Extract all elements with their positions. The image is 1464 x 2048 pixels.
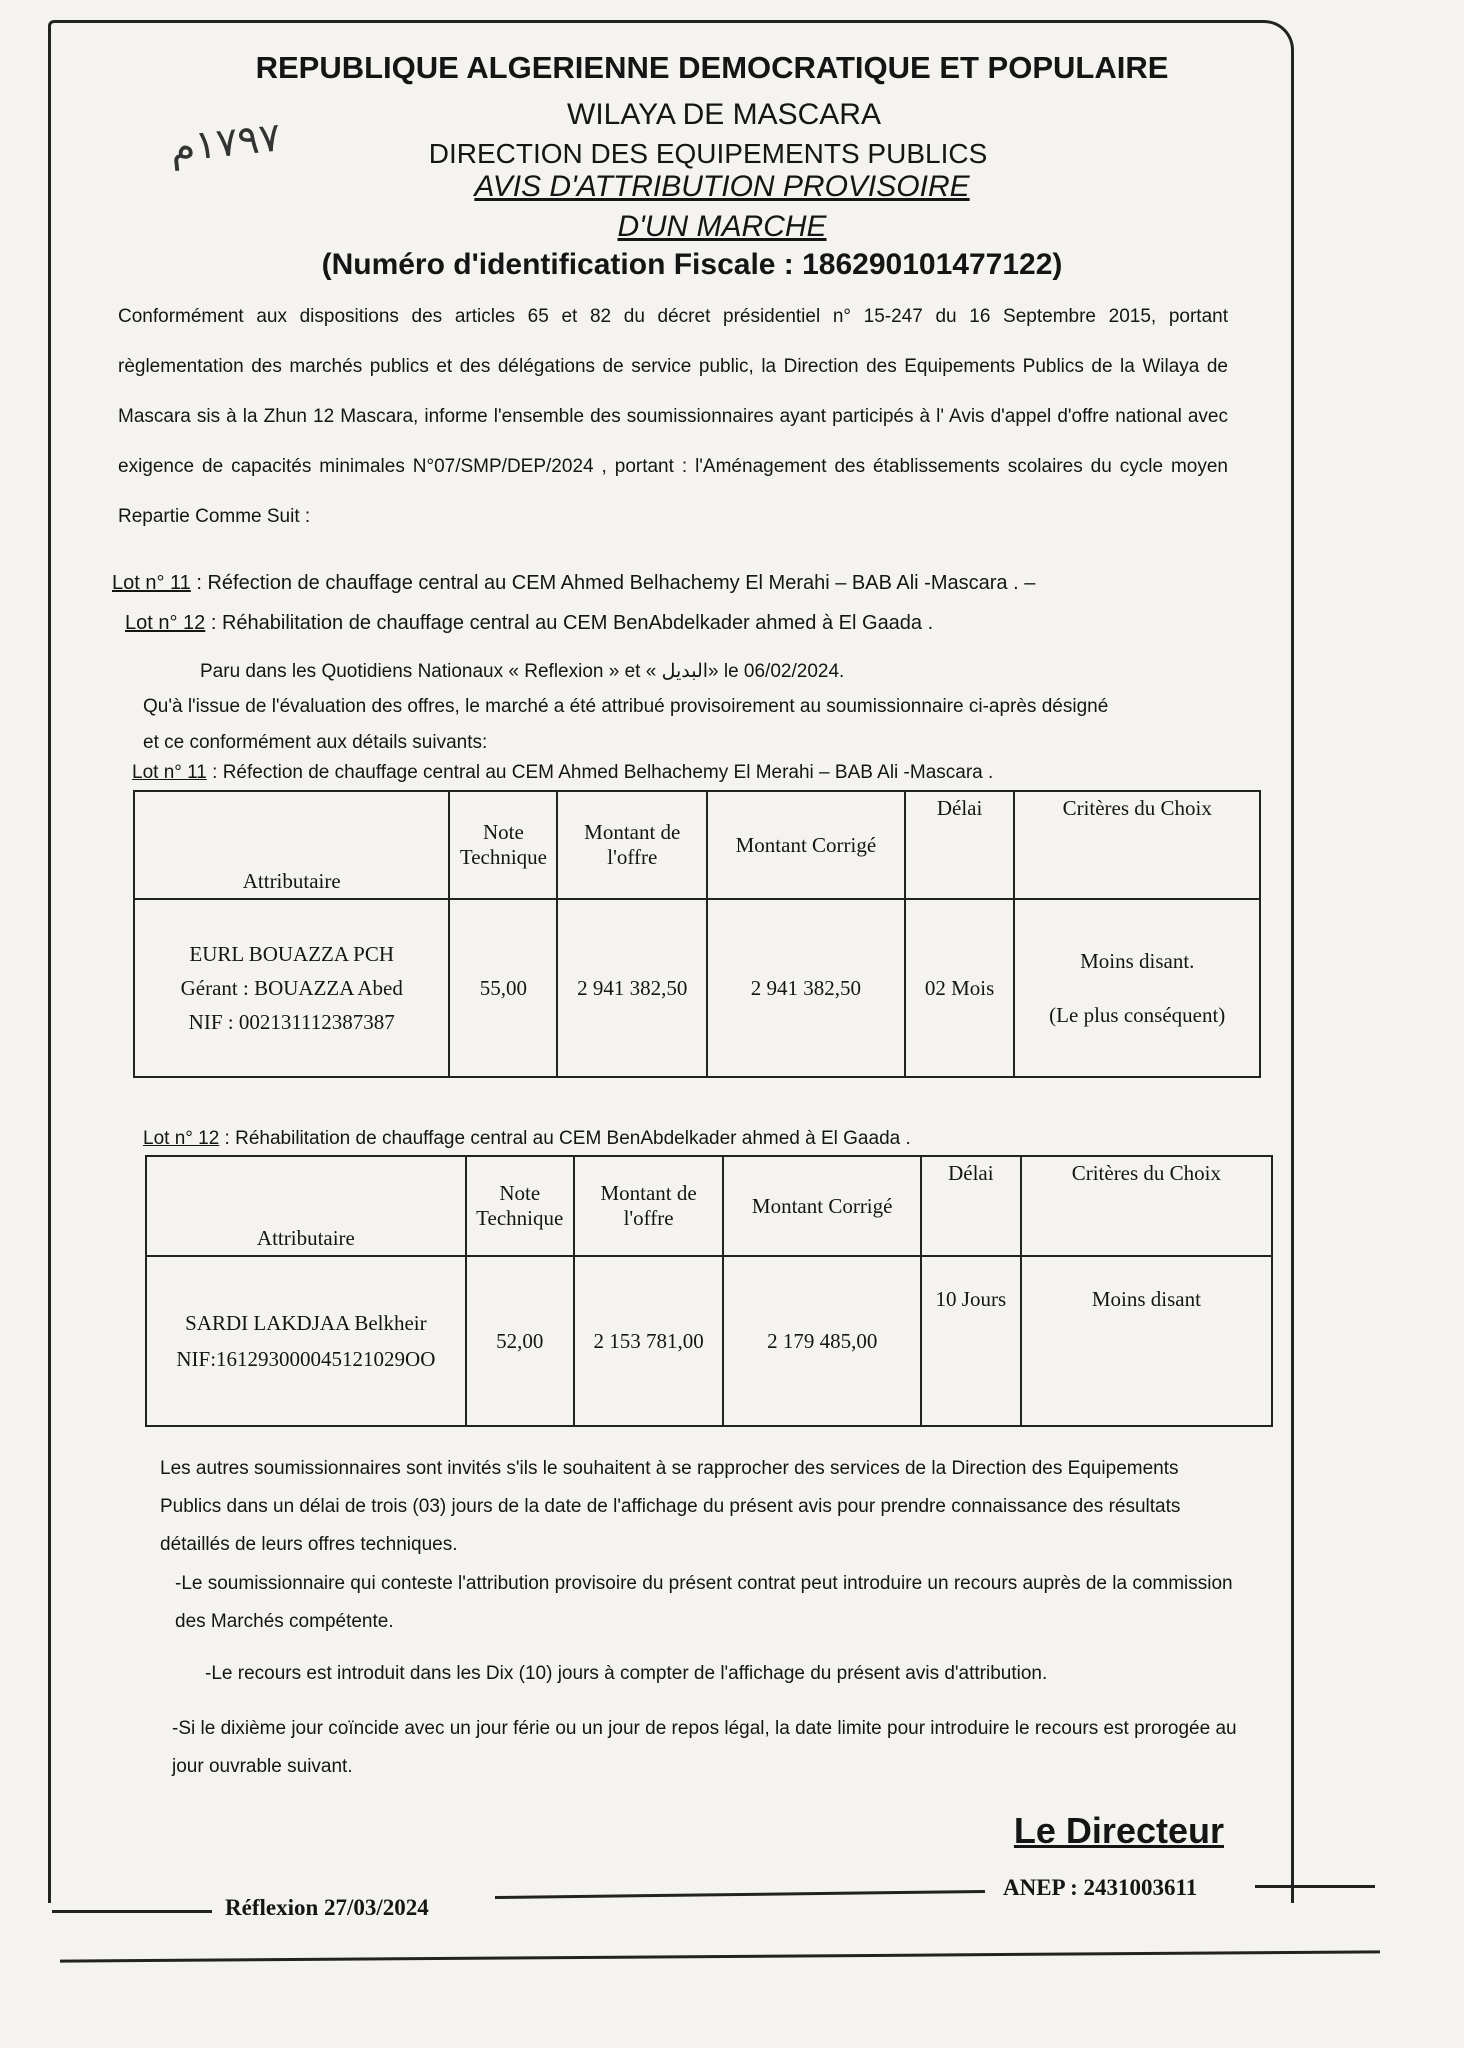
- closing-paragraph-3: -Le recours est introduit dans les Dix (10) jours à compter de l'affichage du présent avis d'attribution.: [205, 1663, 1048, 1684]
- lot12-line: [125, 612, 933, 635]
- attributaire-nif: NIF : 002131112387387: [188, 1010, 395, 1034]
- note-cell: 52,00: [466, 1256, 574, 1426]
- attributaire-cell: [146, 1256, 466, 1426]
- header-delai: Délai: [905, 791, 1015, 899]
- fiscal-id: (Numéro d'identification Fiscale : 186290101477122): [321, 248, 1063, 281]
- table2-lot-text: : Réhabilitation de chauffage central au CEM BenAbdelkader ahmed à El Gaada .: [219, 1128, 911, 1149]
- publication-line: Paru dans les Quotidiens Nationaux « Reflexion » et « البديل» le 06/02/2024.: [200, 661, 845, 682]
- header-criteres: Critères du Choix: [1021, 1156, 1272, 1256]
- offre-cell: 2 941 382,50: [557, 899, 707, 1077]
- delai-cell: 02 Mois: [905, 899, 1015, 1077]
- lot11-text: : Réfection de chauffage central au CEM Ahmed Belhachemy El Merahi – BAB Ali -Mascara . –: [190, 572, 1036, 594]
- footer-rule-left: [52, 1910, 212, 1913]
- table2-lot-line: [143, 1128, 911, 1150]
- attributaire-nif: NIF:161293000045121029OO: [176, 1347, 436, 1371]
- conformity-line: et ce conformément aux détails suivants:: [143, 732, 488, 753]
- footer-anep: ANEP : 2431003611: [1003, 1875, 1198, 1900]
- attributaire-cell: [134, 899, 449, 1077]
- header-criteres: Critères du Choix: [1014, 791, 1260, 899]
- header-attributaire: Attributaire: [134, 791, 449, 899]
- critere-line2: (Le plus conséquent): [1049, 1003, 1226, 1027]
- attributaire-gerant: Gérant : BOUAZZA Abed: [180, 976, 403, 1000]
- lot12-table: [145, 1155, 1273, 1427]
- lot12-label: Lot n° 12: [125, 612, 206, 634]
- republic-heading: REPUBLIQUE ALGERIENNE DEMOCRATIQUE ET POPULAIRE: [255, 50, 1169, 85]
- header-attributaire: Attributaire: [146, 1156, 466, 1256]
- lot11-line: [112, 572, 1035, 595]
- table1-lot-label: Lot n° 11: [132, 762, 207, 783]
- header-montant-offre: Montant de l'offre: [557, 791, 707, 899]
- attributaire-name: SARDI LAKDJAA Belkheir: [185, 1311, 427, 1335]
- criteres-cell: Moins disant: [1021, 1256, 1272, 1426]
- header-montant-offre: Montant de l'offre: [574, 1156, 724, 1256]
- header-montant-corrige: Montant Corrigé: [707, 791, 905, 899]
- evaluation-line: Qu'à l'issue de l'évaluation des offres, le marché a été attribué provisoirement au soumissionnaire ci-après désigné: [143, 696, 1109, 717]
- signature-title: Le Directeur: [1013, 1810, 1224, 1851]
- bottom-rule: [60, 1950, 1380, 1962]
- lot11-table: [133, 790, 1261, 1078]
- closing-paragraph-4: -Si le dixième jour coïncide avec un jour férie ou un jour de repos légal, la date limite pour introduire le recours est prorogée au jour ouvrable suivant.: [172, 1718, 1237, 1777]
- notice-title-line1: AVIS D'ATTRIBUTION PROVISOIRE: [474, 170, 970, 203]
- offre-cell: 2 153 781,00: [574, 1256, 724, 1426]
- lot11-label: Lot n° 11: [112, 572, 191, 594]
- table-header-row: [146, 1156, 1272, 1256]
- corrige-cell: 2 179 485,00: [723, 1256, 921, 1426]
- header-montant-corrige: Montant Corrigé: [723, 1156, 921, 1256]
- table-row: [134, 899, 1260, 1077]
- footer-rule-right: [1255, 1885, 1375, 1888]
- wilaya-heading: WILAYA DE MASCARA: [567, 98, 881, 131]
- delai-cell: 10 Jours: [921, 1256, 1021, 1426]
- footer-reflexion: Réflexion 27/03/2024: [225, 1895, 429, 1920]
- corrige-cell: 2 941 382,50: [707, 899, 905, 1077]
- table-row: [146, 1256, 1272, 1426]
- table1-lot-line: [132, 762, 993, 784]
- closing-paragraph-1: Les autres soumissionnaires sont invités s'ils le souhaitent à se rapprocher des services de la Direction des Equipements Publics dans un délai de trois (03) jours de la date de l'affichage du présent avis pour prendre connaissance des résultats détaillés de leurs offres techniques.: [160, 1458, 1181, 1555]
- intro-paragraph: Conformément aux dispositions des articles 65 et 82 du décret présidentiel n° 15-247 du 16 Septembre 2015, portant règlementation des marchés publics et des délégations de service public, la Direction des Equipements Publics de la Wilaya de Mascara sis à la Zhun 12 Mascara, informe l'ensemble des soumissionnaires ayant participés à l' Avis d'appel d'offre national avec exigence de capacités minimales N°07/SMP/DEP/2024 , portant : l'Aménagement des établissements scolaires du cycle moyen Repartie Comme Suit :: [118, 306, 1228, 527]
- criteres-cell: [1014, 899, 1260, 1077]
- handwritten-note: ١٧٩٧م: [167, 114, 283, 172]
- header-note: Note Technique: [466, 1156, 574, 1256]
- direction-heading: DIRECTION DES EQUIPEMENTS PUBLICS: [428, 138, 988, 169]
- critere-line1: Moins disant.: [1080, 949, 1195, 973]
- lot12-text: : Réhabilitation de chauffage central au CEM BenAbdelkader ahmed à El Gaada .: [205, 612, 934, 634]
- notice-title-line2: D'UN MARCHE: [617, 210, 827, 243]
- table2-lot-label: Lot n° 12: [143, 1128, 220, 1149]
- table-header-row: [134, 791, 1260, 899]
- closing-paragraph-2: -Le soumissionnaire qui conteste l'attribution provisoire du présent contrat peut introduire un recours auprès de la commission des Marchés compétente.: [175, 1573, 1233, 1632]
- header-delai: Délai: [921, 1156, 1021, 1256]
- attributaire-name: EURL BOUAZZA PCH: [189, 942, 394, 966]
- note-cell: 55,00: [449, 899, 557, 1077]
- table1-lot-text: : Réfection de chauffage central au CEM Ahmed Belhachemy El Merahi – BAB Ali -Mascara .: [206, 762, 994, 783]
- header-note: Note Technique: [449, 791, 557, 899]
